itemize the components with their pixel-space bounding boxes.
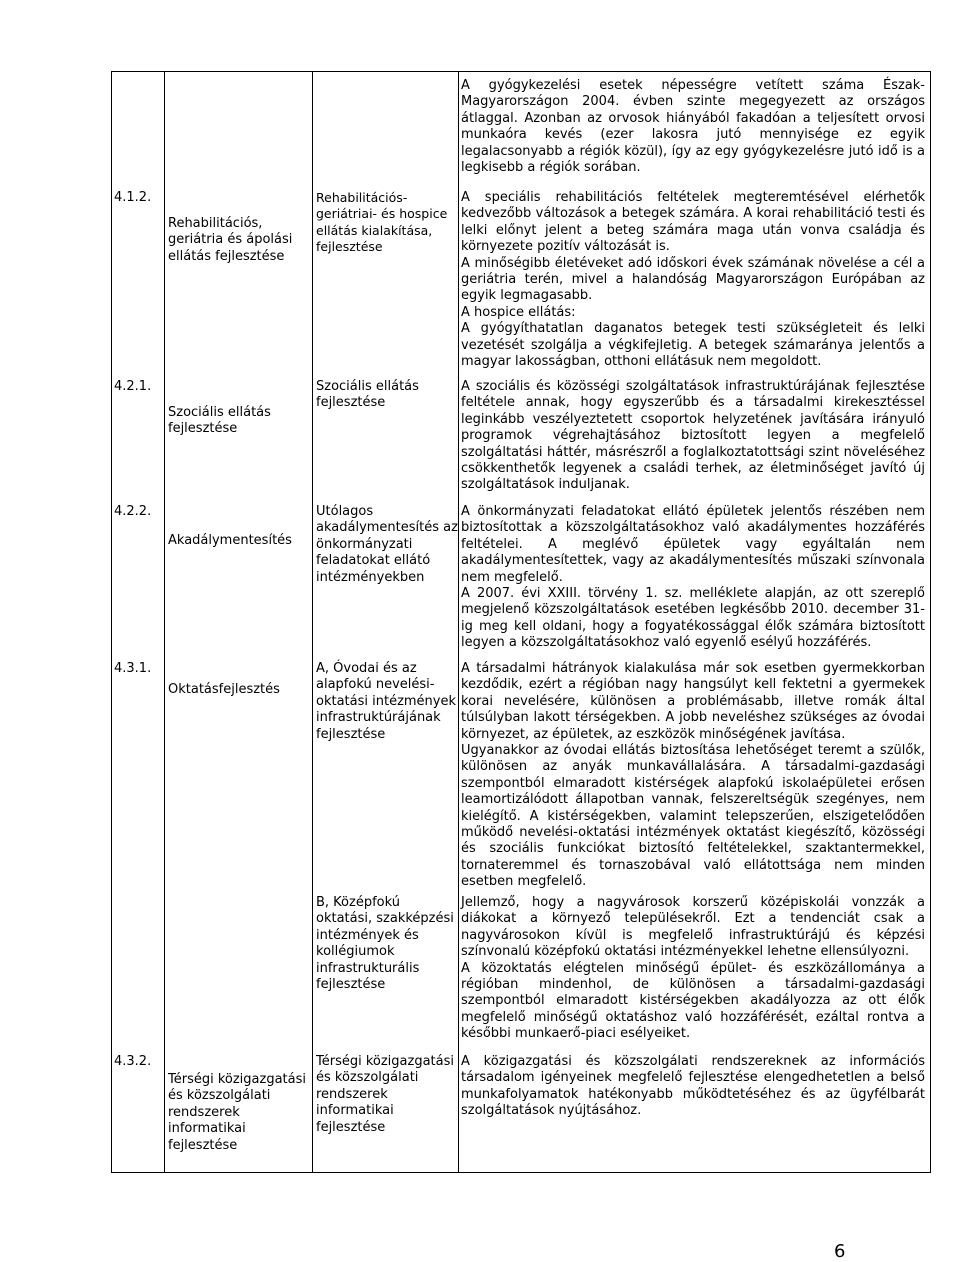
table-border-right: [930, 71, 931, 1173]
row-number: 4.1.2.: [114, 190, 152, 205]
intro-paragraph: A gyógykezelési esetek népességre vetített száma Észak-Magyarországon 2004. évben szinte megegyezett az országos átlaggal. Azonban az orvosok hiányából fakadóan a teljesített orvosi munkaóra kevés (ezer lakosra jutó mennyisége ez egyik legalacsonyabb a régiók közül), így az egy gyógykezelésre jutó idő is a legkisebb a régiók sorában.: [461, 78, 925, 176]
row-subtopic: A, Óvodai és az alapfokú nevelési-oktatási intézmények infrastruktúrájának fejlesztése: [316, 661, 457, 742]
description-paragraph: A 2007. évi XXIII. törvény 1. sz. melléklete alapján, az ott szereplő megjelenő közszolgáltatások esetében legkésőbb 2010. december 31-ig meg kell oldani, hogy a fogyatékossággal élők számára biztosított legyen a közszolgáltatásokhoz való egyenlő esélyű hozzáférés.: [461, 586, 925, 651]
row-subtopic: Rehabilitációs-geriátriai- és hospice ellátás kialakítása, fejlesztése: [316, 190, 448, 255]
description-paragraph: A speciális rehabilitációs feltételek megteremtésével elérhetők kedvezőbb változások a betegek számára. A korai rehabilitáció testi és lelki előnyt jelent a beteg számára maga után vonva családja és környezete pozitív változását is.: [461, 190, 925, 255]
row-number: 4.2.1.: [114, 379, 152, 394]
row-description: [461, 190, 925, 370]
description-paragraph: A hospice ellátás:: [461, 304, 576, 320]
row-topic: Térségi közigazgatási és közszolgálati rendszerek informatikai fejlesztése: [168, 1072, 307, 1153]
description-paragraph: A gyógyíthatatlan daganatos betegek testi szükségleteit és lelki vezetését szolgálja a végkifejletig. A betegek számaránya jelentős a magyar lakosságban, otthoni ellátásuk nem megoldott.: [461, 321, 925, 370]
table-border-col3: [458, 71, 459, 1173]
table-border-col1: [164, 71, 165, 1173]
table-top-border: [111, 71, 931, 72]
page-number: 6: [834, 1241, 846, 1262]
description-paragraph: A társadalmi hátrányok kialakulása már sok esetben gyermekkorban kezdődik, ezért a régióban nagy hangsúlyt kell fektetni a gyermekek korai nevelésére, különösen a problémásabb, illetve romák által túlsúlyban lakott térségekben. A jobb neveléshez szükséges az óvodai környezet, az épületek, az eszközök minőségének javítása.: [461, 661, 925, 742]
row-topic: Akadálymentesítés: [168, 533, 292, 548]
row-description: [461, 379, 925, 494]
row-description: [461, 504, 925, 652]
row-subtopic: B, Középfokú oktatási, szakképzési intézmények és kollégiumok infrastrukturális fejlesztése: [316, 895, 454, 993]
description-paragraph: A minőségibb életéveket adó időskori évek számának növelése a cél a geriátria terén, mivel a halandóság Magyarországon Európában az egyik legmagasabb.: [461, 255, 925, 304]
description-paragraph: A szociális és közösségi szolgáltatások infrastruktúrájának fejlesztése feltétele annak, hogy egyszerűbb és a társadalmi kirekesztéssel leginkább veszélyeztetett csoportok helyzetének javítására irányuló programok végrehajtásához biztosított legyen a megfelelő szolgáltatási háttér, másrészről a foglalkoztatottsági szint növeléséhez csökkenthetők legyenek a családi terhek, az életminőséget javító új szolgáltatások induljanak.: [461, 379, 925, 493]
row-description: [461, 895, 925, 1043]
description-paragraph: A közoktatás elégtelen minőségű épület- és eszközállománya a régióban mindenhol, de különösen a társadalmi-gazdasági szempontból elmaradott kistérségekben akadályozza az ott élők megfelelő minőségű oktatáshoz való hozzáférését, ezáltal rontva a későbbi munkaerő-piaci esélyeiket.: [461, 960, 925, 1042]
row-topic: Oktatásfejlesztés: [168, 682, 280, 697]
row-topic: Rehabilitációs, geriátria és ápolási ellátás fejlesztése: [168, 216, 293, 264]
table-border-left: [111, 71, 112, 1173]
description-paragraph: Ugyanakkor az óvodai ellátás biztosítása lehetőséget teremt a szülők, különösen az anyák munkavállalására. A társadalmi-gazdasági szempontból elmaradott kistérségek alapfokú iskolaépületei erősen leamortizálódott állapotban vannak, felszereltségük szegényes, nem kielégítő. A kistérségekben, valamint telepszerűen, elszigetelődően működő nevelési-oktatási intézmények oktatást kiegészítő, közösségi és szociális funkciókat biztosító feltételekkel, szaktantermekkel, tornateremmel és tornaszobával való ellátottsága nem minden esetben megfelelő.: [461, 743, 925, 890]
table-bottom-border: [111, 1172, 931, 1173]
row-description: [461, 1054, 925, 1120]
row-subtopic: Szociális ellátás fejlesztése: [316, 379, 419, 411]
row-number: 4.3.1.: [114, 661, 152, 676]
description-paragraph: A önkormányzati feladatokat ellátó épületek jelentős részében nem biztosítottak a közszolgáltatásokhoz való akadálymentes hozzáférés feltételei. A meglévő épületek vagy egyáltalán nem akadálymentesítettek, vagy az akadálymentesítés műszaki színvonala nem megfelelő.: [461, 504, 925, 585]
row-subtopic: Utólagos akadálymentesítés az önkormányzati feladatokat ellátó intézményekben: [316, 504, 458, 585]
description-paragraph: Jellemző, hogy a nagyvárosok korszerű középiskolái vonzzák a diákokat a környező településekről. Ezt a tendenciát csak a nagyvárosokon kívül is megfelelő infrastruktúrájú és képzési színvonalú középfokú oktatási intézményekkel lehetne ellensúlyozni.: [461, 895, 925, 960]
row-subtopic: Térségi közigazgatási és közszolgálati rendszerek informatikai fejlesztése: [316, 1054, 455, 1135]
row-topic: Szociális ellátás fejlesztése: [168, 405, 271, 437]
row-number: 4.2.2.: [114, 504, 152, 519]
row-number: 4.3.2.: [114, 1054, 152, 1069]
table-border-col2: [312, 71, 313, 1173]
description-paragraph: A közigazgatási és közszolgálati rendszereknek az információs társadalom igényeinek megfelelő fejlesztése elengedhetetlen a belső munkafolyamatok hatékonyabb működtetéséhez és az ügyfélbarát szolgáltatások nyújtásához.: [461, 1054, 925, 1119]
row-description: [461, 661, 925, 891]
